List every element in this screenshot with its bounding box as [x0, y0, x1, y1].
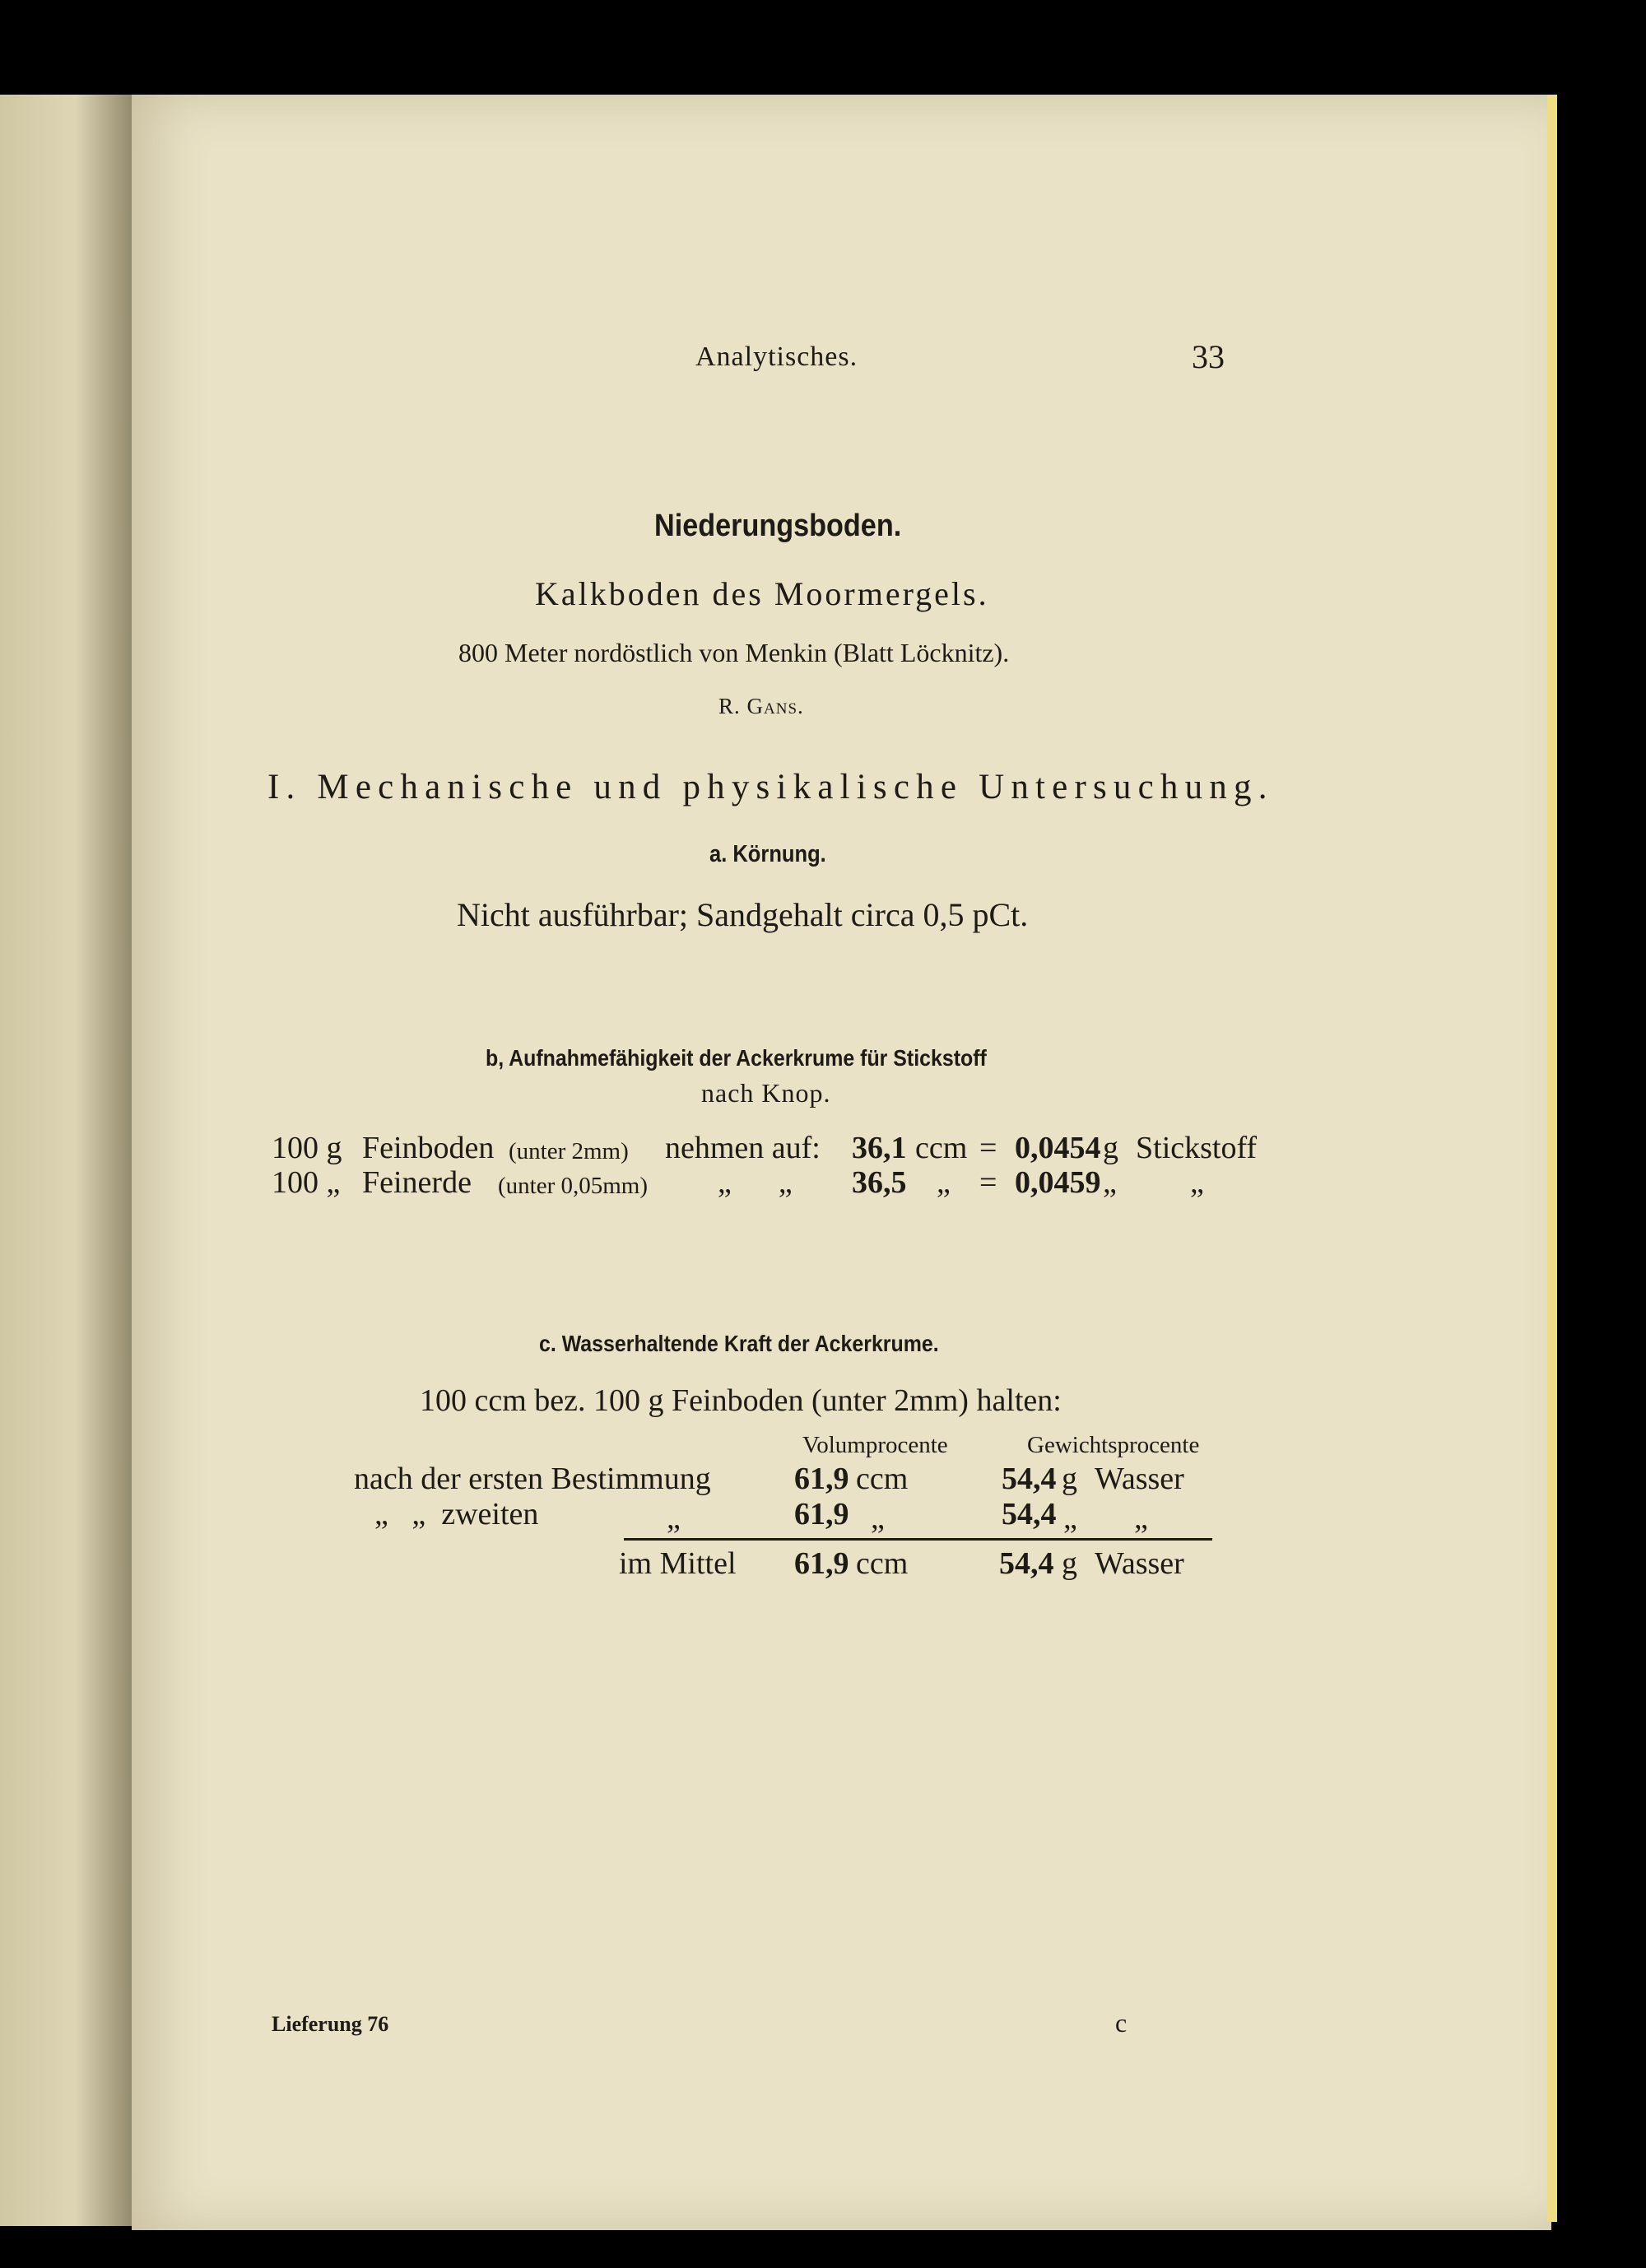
soil-type: Kalkboden des Moormergels.	[535, 575, 989, 612]
material: Feinerde	[362, 1165, 472, 1200]
ditto-mark: „	[667, 1501, 681, 1536]
running-title: Analytisches.	[695, 342, 858, 372]
location-line: 800 Meter nordöstlich von Menkin (Blatt Löcknitz).	[458, 638, 1010, 667]
column-header-weight: Gewichtsprocente	[1027, 1432, 1200, 1458]
weight-value: 54,4	[999, 1546, 1054, 1581]
gram-unit: g	[1103, 1131, 1118, 1165]
volume-value: 61,9	[794, 1497, 849, 1531]
row-label: im Mittel	[619, 1546, 737, 1581]
weight-value: 54,4	[1002, 1462, 1057, 1496]
weight-value: 54,4	[1002, 1497, 1057, 1531]
equals-sign: =	[979, 1131, 997, 1165]
book-page	[132, 95, 1551, 2230]
volume-unit: ccm	[856, 1546, 909, 1581]
footer-signature-mark: Lieferung 76	[272, 2012, 389, 2036]
substance: „	[1134, 1501, 1148, 1536]
ccm-value: 36,5	[852, 1165, 907, 1200]
ccm-value: 36,1	[852, 1131, 907, 1165]
row-label: nach der ersten Bestimmung	[354, 1462, 711, 1496]
weight-unit: g	[1062, 1462, 1077, 1496]
size: (unter 0,05mm)	[498, 1173, 649, 1199]
equals-sign: =	[979, 1165, 997, 1200]
weight-unit: „	[1063, 1501, 1077, 1536]
gram-value: 0,0459	[1015, 1165, 1101, 1200]
substance: Wasser	[1095, 1546, 1184, 1581]
section-c-intro: 100 ccm bez. 100 g Feinboden (unter 2mm) halten:	[420, 1383, 1062, 1418]
substance: Stickstoff	[1136, 1131, 1258, 1165]
material: Feinboden	[362, 1131, 495, 1165]
verb: nehmen auf:	[665, 1131, 821, 1165]
page-fore-edge	[1547, 95, 1557, 2222]
sum-rule	[624, 1538, 1212, 1541]
ccm-unit: ccm	[915, 1131, 968, 1165]
section-b-subheading: nach Knop.	[701, 1078, 831, 1108]
volume-value: 61,9	[794, 1462, 849, 1496]
page-number: 33	[1192, 338, 1225, 375]
gram-unit: „	[1103, 1165, 1117, 1200]
volume-unit: ccm	[856, 1462, 909, 1496]
amount: 100 „	[272, 1165, 341, 1200]
section-b-heading: b, Aufnahmefähigkeit der Ackerkrume für Stickstoff	[486, 1045, 987, 1071]
part-heading: I. Mechanische und physikalische Untersuchung.	[267, 768, 1274, 806]
weight-unit: g	[1062, 1546, 1077, 1581]
section-c-heading: c. Wasserhaltende Kraft der Ackerkrume.	[539, 1331, 939, 1356]
adjacent-page-edge	[0, 95, 136, 2226]
column-header-volume: Volumprocente	[802, 1432, 948, 1458]
volume-value: 61,9	[794, 1546, 849, 1581]
size: (unter 2mm)	[509, 1138, 629, 1164]
volume-unit: „	[871, 1501, 885, 1536]
substance: Wasser	[1095, 1462, 1184, 1496]
substance: „	[1190, 1165, 1204, 1200]
amount: 100 g	[272, 1131, 342, 1165]
section-title: Niederungsboden.	[654, 509, 902, 543]
row-label: „ „ zweiten	[374, 1497, 539, 1531]
section-a-text: Nicht ausführbar; Sandgehalt circa 0,5 pCt.	[457, 896, 1029, 933]
gram-value: 0,0454	[1015, 1131, 1101, 1165]
ccm-unit: „	[937, 1165, 951, 1200]
verb: „ „	[718, 1165, 793, 1200]
section-a-heading: a. Körnung.	[709, 841, 826, 867]
author: R. Gans.	[718, 694, 804, 718]
footer-sheet-letter: c	[1115, 2008, 1128, 2038]
